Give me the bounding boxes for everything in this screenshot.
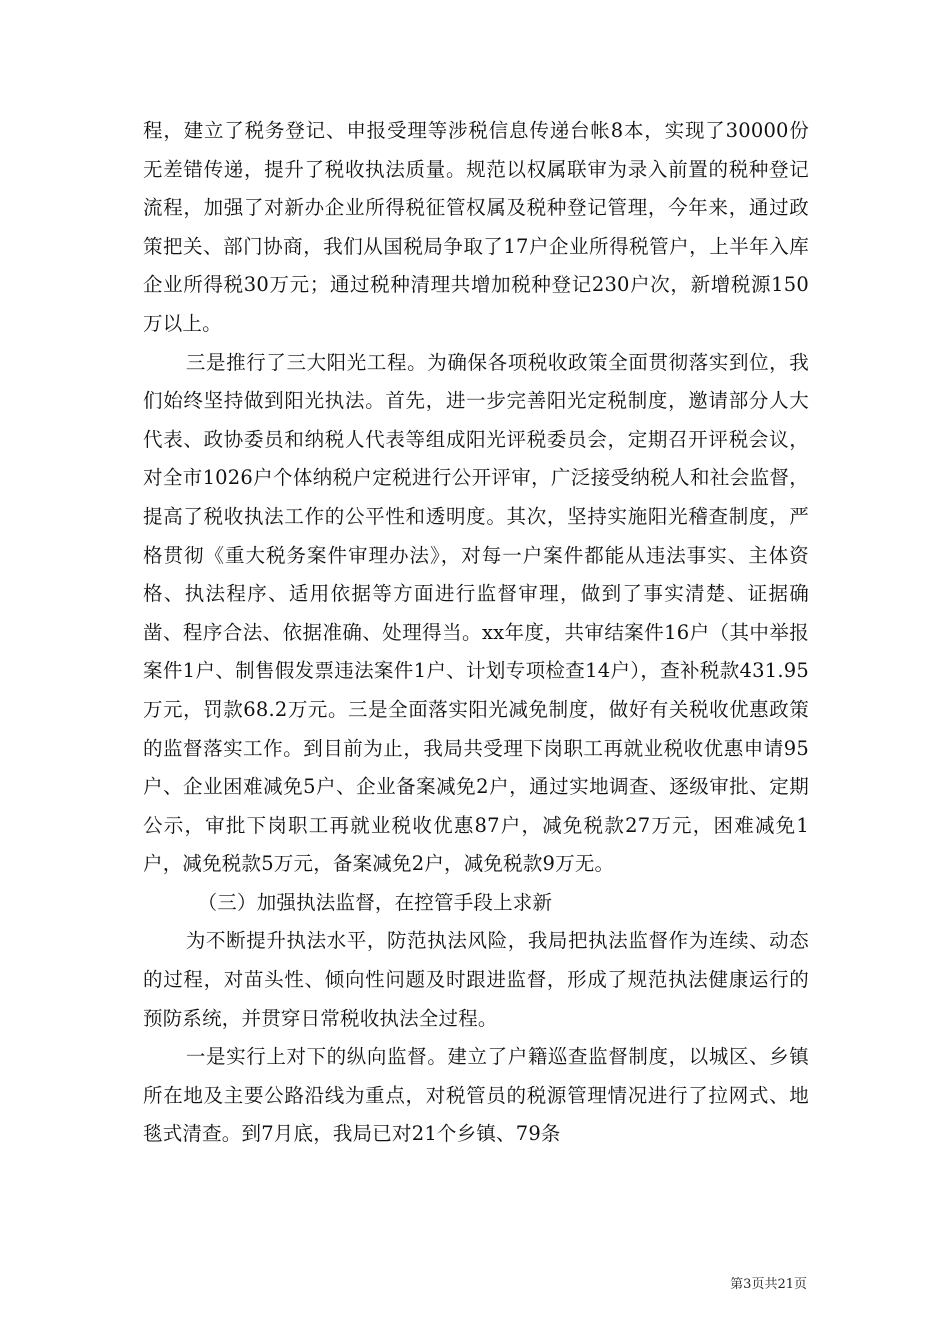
paragraph-enforcement-supervision: 为不断提升执法水平，防范执法风险，我局把执法监督作为连续、动态的过程，对苗头性、倾向性问题及时跟进监督，形成了规范执法健康运行的预防系统，并贯穿日常税收执法全过程。 <box>143 929 809 1030</box>
page-number: 第3页共21页 <box>730 1277 807 1292</box>
paragraph-continuation: 程，建立了税务登记、申报受理等涉税信息传递台帐8本，实现了30000份无差错传递，提升了税收执法质量。规范以权属联审为录入前置的税种登记流程，加强了对新办企业所得税征管权属及税种登记管理，今年来，通过政策把关、部门协商，我们从国税局争取了17户企业所得税管户，上半年入库企业所得税30万元；通过税种清理共增加税种登记230户次，新增税源150万以上。 <box>143 119 809 335</box>
paragraph-sunshine-projects: 三是推行了三大阳光工程。为确保各项税收政策全面贯彻落实到位，我们始终坚持做到阳光执法。首先，进一步完善阳光定税制度，邀请部分人大代表、政协委员和纳税人代表等组成阳光评税委员会，定期召开评税会议，对全市1026户个体纳税户定税进行公开评审，广泛接受纳税人和社会监督，提高了税收执法工作的公平性和透明度。其次，坚持实施阳光稽查制度，严格贯彻《重大税务案件审理办法》，对每一户案件都能从违法事实、主体资格、执法程序、适用依据等方面进行监督审理，做到了事实清楚、证据确凿、程序合法、依据准确、处理得当。xx年度，共审结案件16户（其中举报案件1户、制售假发票违法案件1户、计划专项检查14户），查补税款431.95万元，罚款68.2万元。三是全面落实阳光减免制度，做好有关税收优惠政策的监督落实工作。到目前为止，我局共受理下岗职工再就业税收优惠申请95户、企业困难减免5户、企业备案减免2户，通过实地调查、逐级审批、定期公示，审批下岗职工再就业税收优惠87户，减免税款27万元，困难减免1户，减免税款5万元，备案减免2户，减免税款9万无。 <box>143 350 809 876</box>
document-body <box>143 112 809 1154</box>
section-heading-enforcement-supervision: （三）加强执法监督，在控管手段上求新 <box>197 890 553 914</box>
paragraph-vertical-supervision: 一是实行上对下的纵向监督。建立了户籍巡查监督制度，以城区、乡镇所在地及主要公路沿线为重点，对税管员的税源管理情况进行了拉网式、地毯式清查。到7月底，我局已对21个乡镇、79条 <box>143 1045 809 1146</box>
